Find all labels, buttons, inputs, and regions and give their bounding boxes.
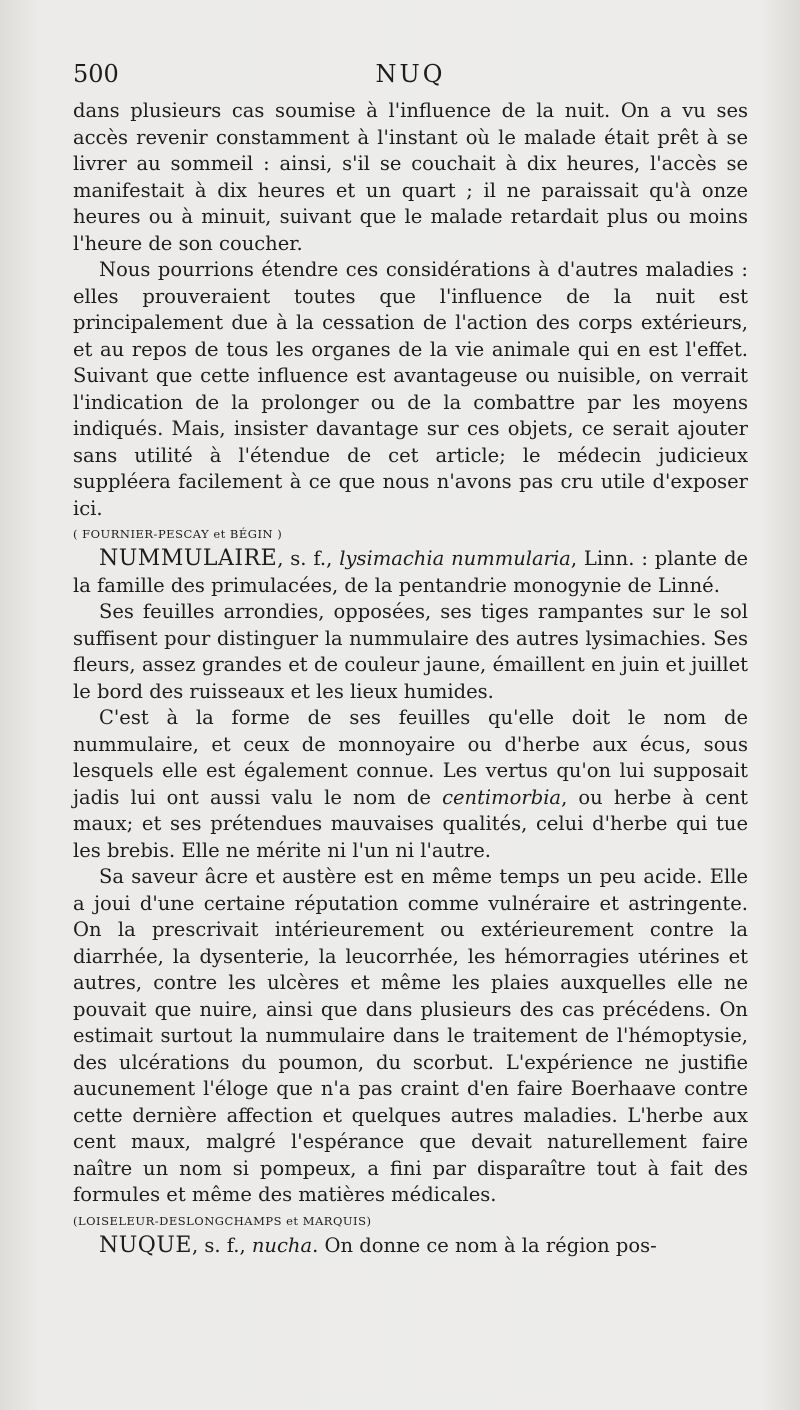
paragraph-night-influence-conclusion: Nous pourrions étendre ces considérations à d'autres maladies : elles prouveraient toutes que l'influence de la nuit est principalement due à la cessation de l'action des corps extérieurs, et au repos de tous les organes de la vie animale qui en est l'effet. Suivant que cette influence est avantageuse ou nuisible, on verrait l'indication de la prolonger ou de la combattre par les moyens indiqués. Mais, insister davantage sur ces objets, ce serait ajouter sans utilité à l'étendue de cet article; le médecin judicieux suppléera facilement à ce que nous n'avons pas cru utile d'exposer ici.: [73, 258, 748, 520]
paragraph-uses: Sa saveur âcre et austère est en même temps un peu acide. Elle a joui d'une certaine réputation comme vulnéraire et astringente. On la prescrivait intérieurement ou extérieurement contre la diarrhée, la dysenterie, la leucorrhée, les hémorragies utérines et autres, contre les ulcères et même les plaies auxquelles elle ne pouvait que nuire, ainsi que dans plusieurs des cas précédens. On estimait surtout la nummulaire dans le traitement de l'hémoptysie, des ulcérations du poumon, du scorbut. L'expérience ne justifie aucunement l'éloge que n'a pas craint d'en faire Boerhaave contre cette dernière affection et quelques autres maladies. L'herbe aux cent maux, malgré l'espérance que devait naturellement faire naître un nom si pompeux, a fini par disparaître tout à fait des formules et même des matières médicales.: [73, 865, 748, 1206]
entry-nummulaire: [73, 546, 748, 599]
entry-definition: . On donne ce nom à la région pos-: [312, 1233, 657, 1257]
paragraph-text: , ou herbe à cent maux; et ses prétendues mauvaises qualités, celui d'herbe qui tue les brebis. Elle ne mérite ni l'un ni l'autre.: [73, 785, 748, 862]
running-head: NUQ: [375, 60, 446, 88]
entry-headword: NUMMULAIRE: [99, 546, 278, 571]
author-signature: (LOISELEUR-DESLONGCHAMPS et MARQUIS): [73, 1213, 372, 1228]
italic-term: centimorbia: [442, 785, 562, 809]
page-number: 500: [73, 60, 119, 88]
author-signature: ( FOURNIER-PESCAY et BÉGIN ): [73, 527, 283, 541]
entry-latin-name: lysimachia nummularia: [339, 547, 571, 570]
entry-grammar: , s. f.,: [277, 547, 340, 570]
entry-definition: , Linn. : plante de la famille des primulacées, de la pentandrie monogynie de Linné.: [73, 547, 749, 597]
entry-grammar: , s. f.,: [191, 1233, 252, 1257]
entry-headword: NUQUE: [99, 1232, 192, 1258]
entry-nuque: [73, 1233, 748, 1260]
paragraph-night-influence-end: dans plusieurs cas soumise à l'influence de la nuit. On a vu ses accès revenir constamment à l'instant où le malade était prêt à se livrer au sommeil : ainsi, s'il se couchait à dix heures, l'accès se manifestait à dix heures et un quart ; il ne paraissait qu'à onze heures ou à minuit, suivant que le malade retardait plus ou moins l'heure de son coucher.: [73, 99, 748, 255]
entry-latin-name: nucha: [251, 1233, 313, 1257]
paragraph-names: [73, 705, 748, 864]
paragraph-text: C'est à la forme de ses feuilles qu'elle doit le nom de nummulaire, et ceux de monnoyaire ou d'herbe aux écus, sous lesquels elle est également connue. Les vertus qu'on lui supposait jadis lui ont aussi valu le nom de: [73, 706, 748, 809]
body-text: [73, 98, 748, 1259]
page-header: [73, 60, 748, 92]
paragraph-leaves: Ses feuilles arrondies, opposées, ses tiges rampantes sur le sol suffisent pour distinguer la nummulaire des autres lysimachies. Ses fleurs, assez grandes et de couleur jaune, émaillent en juin et juillet le bord des ruisseaux et les lieux humides.: [73, 600, 748, 703]
